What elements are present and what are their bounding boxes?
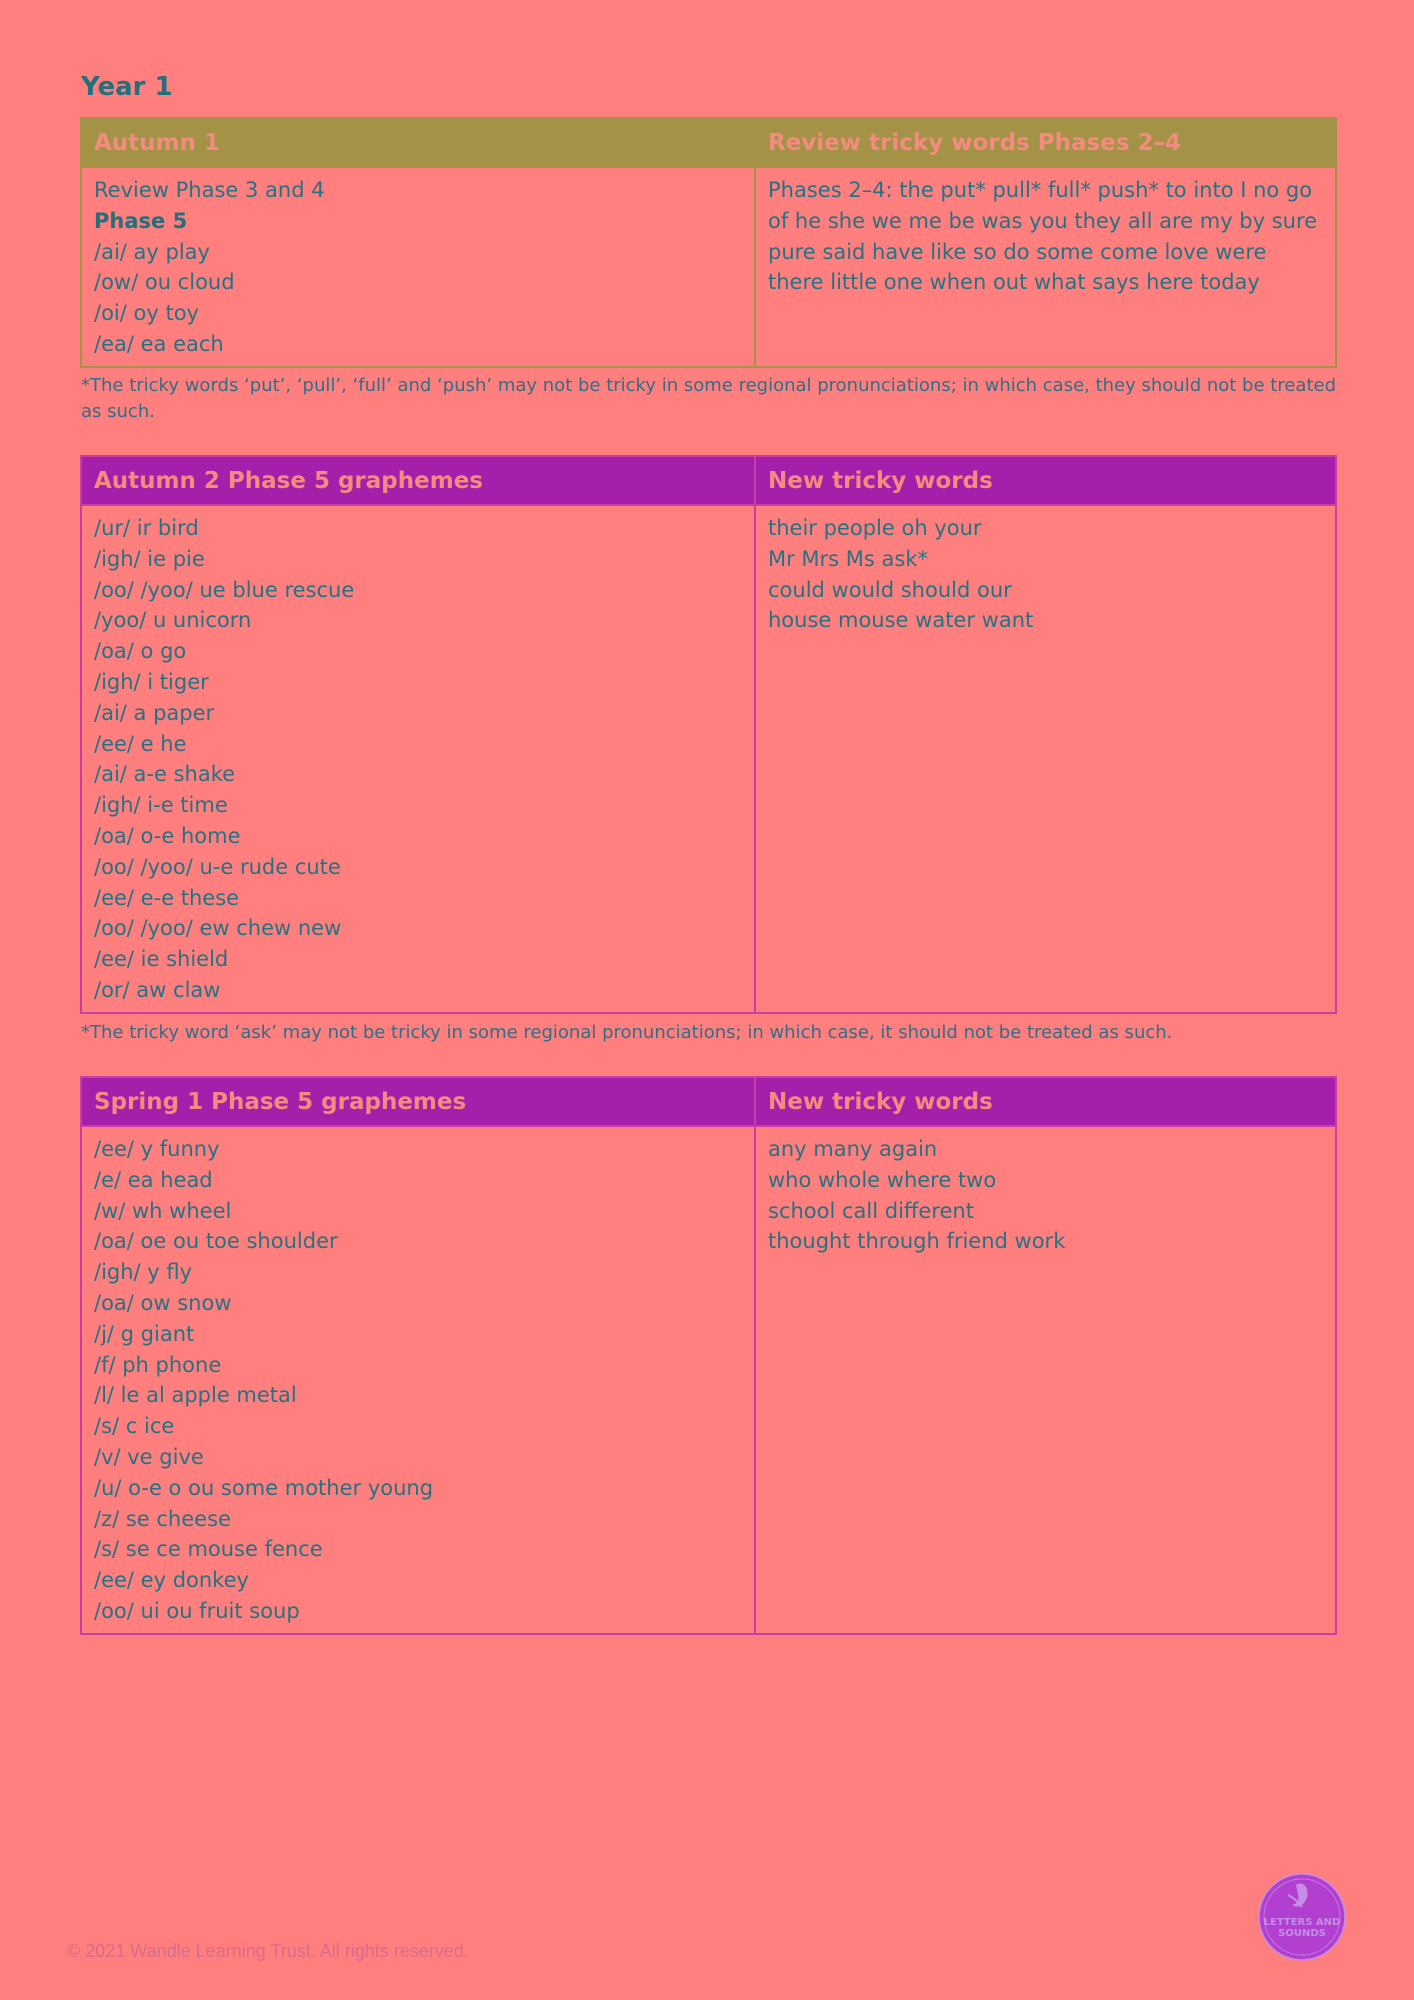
autumn1-tricky-words-cell bbox=[755, 167, 1336, 367]
list-item: /oo/ /yoo/ u-e rude cute bbox=[94, 854, 341, 879]
list-item: /igh/ ie pie bbox=[94, 546, 205, 571]
list-item: /yoo/ u unicorn bbox=[94, 608, 252, 633]
list-item: /s/ se ce mouse fence bbox=[94, 1537, 323, 1562]
spring1-graphemes-cell bbox=[81, 1126, 755, 1634]
autumn2-table bbox=[80, 455, 1337, 1014]
list-item: /oa/ oe ou toe shoulder bbox=[94, 1229, 338, 1254]
list-item: /u/ o-e o ou some mother young bbox=[94, 1475, 434, 1500]
logo-text-line1: LETTERS AND bbox=[1263, 1917, 1341, 1928]
list-item: /igh/ i tiger bbox=[94, 669, 209, 694]
copyright-footer: © 2021 Wandle Learning Trust. All rights reserved. bbox=[67, 1941, 469, 1961]
list-item: /ee/ e-e these bbox=[94, 885, 240, 910]
autumn1-header-left: Autumn 1 bbox=[81, 118, 755, 167]
list-item: /igh/ y fly bbox=[94, 1260, 193, 1285]
list-item: /l/ le al apple metal bbox=[94, 1383, 297, 1408]
list-item: house mouse water want bbox=[768, 608, 1034, 633]
autumn2-header-left: Autumn 2 Phase 5 graphemes bbox=[81, 456, 755, 505]
list-item: /ur/ ir bird bbox=[94, 516, 199, 540]
spring1-tricky-words-cell bbox=[755, 1126, 1336, 1634]
spring1-table bbox=[80, 1076, 1337, 1635]
list-item: /oa/ o-e home bbox=[94, 823, 241, 848]
spring1-header-left: Spring 1 Phase 5 graphemes bbox=[81, 1077, 755, 1126]
list-item: /igh/ i-e time bbox=[94, 793, 228, 818]
list-item: /w/ wh wheel bbox=[94, 1198, 232, 1223]
autumn2-tricky-words-cell bbox=[755, 505, 1336, 1013]
autumn1-graphemes-cell bbox=[81, 167, 755, 367]
list-item: /ai/ a paper bbox=[94, 700, 215, 725]
logo-text-line2: SOUNDS bbox=[1278, 1928, 1326, 1939]
list-item: who whole where two bbox=[768, 1167, 997, 1192]
list-item: Mr Mrs Ms ask* bbox=[768, 546, 929, 571]
list-item: /f/ ph phone bbox=[94, 1352, 222, 1377]
list-item: /ee/ y funny bbox=[94, 1137, 220, 1161]
autumn1-intro: Review Phase 3 and 4 bbox=[94, 178, 325, 202]
autumn2-header-right: New tricky words bbox=[755, 456, 1336, 505]
list-item: /ee/ e he bbox=[94, 731, 187, 756]
list-item: /oa/ ow snow bbox=[94, 1290, 232, 1315]
autumn1-tricky-words: Phases 2–4: the put* pull* full* push* to into I no go of he she we me be was you they all are my by sure pure said have like so do some come love were there little one when out what says here today bbox=[768, 178, 1318, 295]
list-item: /s/ c ice bbox=[94, 1414, 175, 1439]
spring1-header-right: New tricky words bbox=[755, 1077, 1336, 1126]
list-item: /ee/ ey donkey bbox=[94, 1568, 249, 1593]
list-item: /ow/ ou cloud bbox=[94, 270, 235, 295]
autumn1-footnote: *The tricky words ‘put’, ‘pull’, ‘full’ and ‘push’ may not be tricky in some regional pronunciations; in which case, they should not be treated as such. bbox=[81, 375, 1337, 422]
list-item: /ai/ ay play bbox=[94, 239, 210, 264]
autumn1-header-right: Review tricky words Phases 2–4 bbox=[755, 118, 1336, 167]
list-item: /oo/ /yoo/ ue blue rescue bbox=[94, 577, 355, 602]
page-title: Year 1 bbox=[81, 72, 173, 102]
list-item: /ee/ ie shield bbox=[94, 947, 229, 972]
list-item: /e/ ea head bbox=[94, 1167, 213, 1192]
list-item: /oo/ ui ou fruit soup bbox=[94, 1598, 300, 1623]
list-item: thought through friend work bbox=[768, 1229, 1066, 1254]
list-item: any many again bbox=[768, 1137, 938, 1161]
autumn1-phase-heading: Phase 5 bbox=[94, 208, 188, 233]
list-item: /oa/ o go bbox=[94, 639, 187, 664]
list-item: could would should our bbox=[768, 577, 1012, 602]
autumn1-table bbox=[80, 117, 1337, 368]
list-item: /v/ ve give bbox=[94, 1444, 204, 1469]
list-item: /ai/ a-e shake bbox=[94, 762, 236, 787]
autumn2-graphemes-cell bbox=[81, 505, 755, 1013]
list-item: their people oh your bbox=[768, 516, 982, 540]
list-item: /oo/ /yoo/ ew chew new bbox=[94, 916, 342, 941]
list-item: /z/ se cheese bbox=[94, 1506, 231, 1531]
list-item: /or/ aw claw bbox=[94, 977, 221, 1002]
list-item: /ea/ ea each bbox=[94, 331, 224, 356]
list-item: /j/ g giant bbox=[94, 1321, 195, 1346]
list-item: /oi/ oy toy bbox=[94, 301, 199, 326]
autumn2-footnote: *The tricky word ‘ask’ may not be tricky in some regional pronunciations; in which case, it should not be treated as such. bbox=[81, 1022, 1173, 1043]
letters-and-sounds-logo bbox=[1258, 1873, 1346, 1961]
list-item: school call different bbox=[768, 1198, 974, 1223]
